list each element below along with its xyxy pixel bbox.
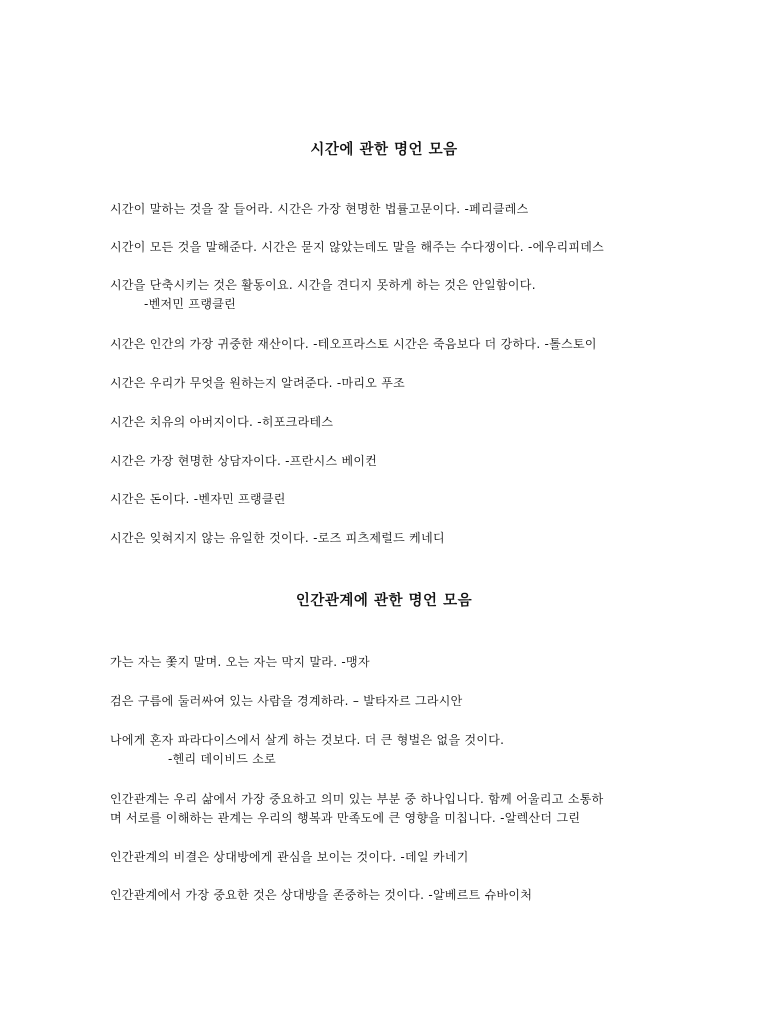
- quote-item: [110, 452, 670, 471]
- quote-line: 며 서로를 이해하는 관계는 우리의 행복과 만족도에 큰 영향을 미칩니다. -알렉산더 그린: [110, 811, 581, 825]
- quote-item: [110, 200, 670, 219]
- quote-line: 나에게 혼자 파라다이스에서 살게 하는 것보다. 더 큰 형벌은 없을 것이다.: [110, 733, 505, 747]
- quote-author-line: -벤저민 프랭클린: [144, 297, 236, 311]
- quote-line: 시간을 단축시키는 것은 활동이요. 시간을 견디지 못하게 하는 것은 안일함이다.: [110, 278, 536, 292]
- quote-item: [110, 413, 670, 432]
- quote-line: 인간관계에서 가장 중요한 것은 상대방을 존중하는 것이다. -알베르트 슈바이처: [110, 888, 533, 902]
- quote-line: 시간이 말하는 것을 잘 들어라. 시간은 가장 현명한 법률고문이다. -페리클레스: [110, 202, 529, 216]
- quote-item: [110, 276, 670, 314]
- quote-item: [110, 692, 670, 711]
- quote-item: [110, 529, 670, 548]
- quote-line: 시간은 인간의 가장 귀중한 재산이다. -테오프라스토 시간은 죽음보다 더 강하다. -톨스토이: [110, 337, 597, 351]
- quote-line: 시간은 우리가 무엇을 원하는지 알려준다. -마리오 푸조: [110, 376, 406, 390]
- quote-item: [110, 335, 670, 354]
- quote-line: 가는 자는 쫓지 말며. 오는 자는 막지 말라. -맹자: [110, 655, 370, 669]
- quote-item: [110, 238, 670, 257]
- quote-item: [110, 886, 670, 905]
- quote-item: [110, 848, 670, 867]
- quote-line: 인간관계는 우리 삶에서 가장 중요하고 의미 있는 부분 중 하나입니다. 함께 어울리고 소통하: [110, 792, 604, 806]
- quote-line: 시간은 치유의 아버지이다. -히포크라테스: [110, 415, 334, 429]
- section-title-time: 시간에 관한 명언 모음: [310, 142, 458, 158]
- quote-author-line: -헨리 데이비드 소로: [168, 752, 276, 766]
- quote-item: [110, 374, 670, 393]
- quote-line: 검은 구름에 둘러싸여 있는 사람을 경계하라. – 발타자르 그라시안: [110, 694, 463, 708]
- quote-line: 시간이 모든 것을 말해준다. 시간은 묻지 않았는데도 말을 해주는 수다쟁이다. -에우리피데스: [110, 240, 605, 254]
- quote-line: 시간은 잊혀지지 않는 유일한 것이다. -로즈 피츠제럴드 케네디: [110, 531, 445, 545]
- quote-item: [110, 490, 670, 509]
- section-title-relationships: 인간관계에 관한 명언 모음: [295, 593, 473, 609]
- quote-item: [110, 653, 670, 672]
- quote-line: 시간은 돈이다. -벤자민 프랭클린: [110, 492, 286, 506]
- quote-line: 시간은 가장 현명한 상담자이다. -프란시스 베이컨: [110, 454, 378, 468]
- quote-item: [110, 790, 670, 828]
- quote-line: 인간관계의 비결은 상대방에게 관심을 보이는 것이다. -데일 카네기: [110, 850, 469, 864]
- quote-item: [110, 731, 670, 769]
